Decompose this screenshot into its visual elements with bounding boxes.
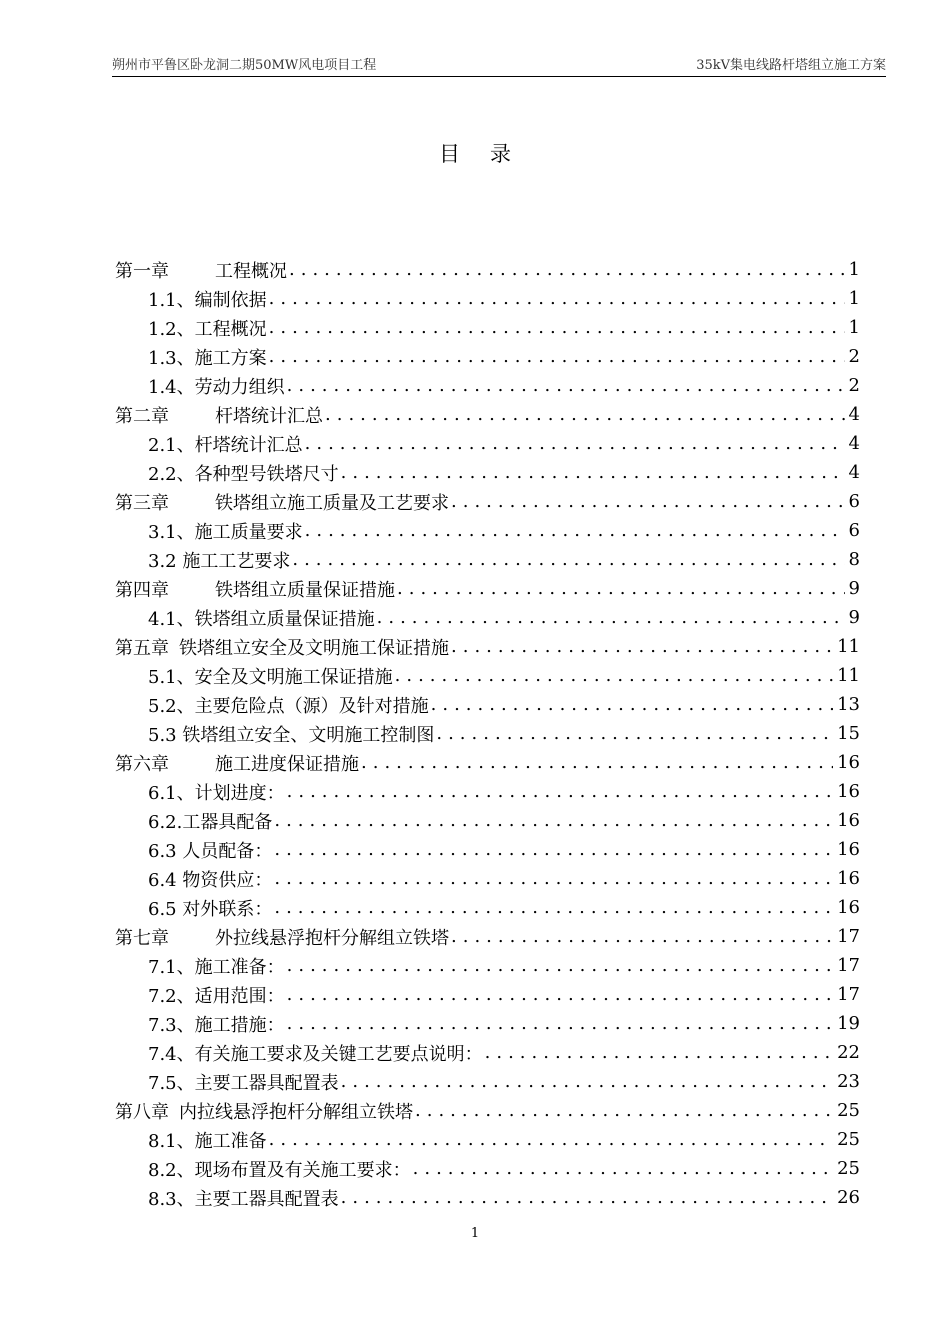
toc-page-number: 15 xyxy=(837,723,860,744)
toc-entry-text: 外拉线悬浮抱杆分解组立铁塔 xyxy=(215,927,449,949)
toc-leader-dots xyxy=(485,1042,833,1063)
toc-section-entry[interactable] xyxy=(115,1067,860,1096)
toc-entry-label xyxy=(115,1098,413,1124)
toc-entry-text: 铁塔组立安全及文明施工保证措施 xyxy=(179,637,449,659)
toc-entry-text: 8.1、施工准备 xyxy=(148,1130,267,1152)
toc-leader-dots xyxy=(395,665,833,686)
toc-page-number: 17 xyxy=(837,926,860,947)
toc-entry-label xyxy=(148,837,272,863)
toc-page-number: 25 xyxy=(837,1129,860,1150)
toc-leader-dots xyxy=(287,375,845,396)
page-title: 目录 xyxy=(439,142,541,166)
page-number: 1 xyxy=(470,1226,480,1241)
toc-leader-dots xyxy=(287,781,833,802)
toc-entry-text: 杆塔统计汇总 xyxy=(215,405,323,427)
toc-page-number: 17 xyxy=(837,984,860,1005)
toc-leader-dots xyxy=(305,433,845,454)
toc-page-number: 19 xyxy=(837,1013,860,1034)
toc-entry-text: 4.1、铁塔组立质量保证措施 xyxy=(148,608,375,630)
toc-page-number: 16 xyxy=(837,868,860,889)
toc-leader-dots xyxy=(289,259,845,280)
toc-page-number: 25 xyxy=(837,1100,860,1121)
toc-entry-text: 内拉线悬浮抱杆分解组立铁塔 xyxy=(179,1101,413,1123)
toc-entry-text: 铁塔组立质量保证措施 xyxy=(215,579,395,601)
toc-section-entry[interactable] xyxy=(115,893,860,922)
toc-section-entry[interactable] xyxy=(115,371,860,400)
toc-entry-label xyxy=(148,286,267,312)
toc-page-number: 16 xyxy=(837,839,860,860)
toc-entry-label xyxy=(148,518,303,544)
toc-leader-dots xyxy=(325,404,845,425)
toc-chapter-number: 第三章 xyxy=(115,492,169,514)
toc-chapter-number: 第七章 xyxy=(115,927,169,949)
toc-leader-dots xyxy=(287,1013,833,1034)
toc-section-entry[interactable] xyxy=(115,719,860,748)
toc-entry-label xyxy=(115,576,395,602)
toc-entry-text: 6.3 人员配备： xyxy=(148,840,273,862)
toc-page-number: 9 xyxy=(848,578,860,599)
toc-page-number: 9 xyxy=(848,607,860,628)
toc-chapter-entry[interactable] xyxy=(115,748,860,777)
toc-page-number: 11 xyxy=(837,636,860,657)
toc-entry-label xyxy=(148,315,267,341)
toc-chapter-entry[interactable] xyxy=(115,400,860,429)
toc-section-entry[interactable] xyxy=(115,458,860,487)
toc-leader-dots xyxy=(305,520,845,541)
toc-section-entry[interactable] xyxy=(115,516,860,545)
toc-entry-text: 1.2、工程概况 xyxy=(148,318,267,340)
toc-entry-text: 工程概况 xyxy=(215,260,287,282)
toc-entry-text: 施工进度保证措施 xyxy=(215,753,359,775)
toc-entry-text: 7.5、主要工器具配置表 xyxy=(148,1072,339,1094)
toc-chapter-number: 第四章 xyxy=(115,579,169,601)
toc-section-entry[interactable] xyxy=(115,1038,860,1067)
toc-page-number: 2 xyxy=(848,346,860,367)
toc-chapter-number: 第五章 xyxy=(115,637,169,659)
toc-entry-label xyxy=(148,808,272,834)
toc-leader-dots xyxy=(269,346,845,367)
toc-page-number: 1 xyxy=(848,259,860,280)
toc-entry-label xyxy=(148,982,285,1008)
toc-entry-text: 1.1、编制依据 xyxy=(148,289,267,311)
toc-entry-text: 7.1、施工准备： xyxy=(148,956,285,978)
toc-entry-text: 6.2.工器具配备 xyxy=(148,811,273,833)
toc-entry-text: 7.3、施工措施： xyxy=(148,1014,285,1036)
toc-section-entry[interactable] xyxy=(115,545,860,574)
toc-entry-label xyxy=(115,750,359,776)
toc-leader-dots xyxy=(269,317,845,338)
toc-section-entry[interactable] xyxy=(115,342,860,371)
page-header xyxy=(112,54,886,77)
toc-page-number: 4 xyxy=(848,462,860,483)
toc-leader-dots xyxy=(361,752,833,773)
toc-entry-label xyxy=(148,866,272,892)
toc-entry-label xyxy=(148,344,267,370)
toc-entry-label xyxy=(115,257,287,283)
toc-section-entry[interactable] xyxy=(115,1009,860,1038)
toc-chapter-number: 第一章 xyxy=(115,260,169,282)
toc-page-number: 1 xyxy=(848,288,860,309)
toc-entry-text: 7.4、有关施工要求及关键工艺要点说明： xyxy=(148,1043,483,1065)
toc-leader-dots xyxy=(287,984,833,1005)
toc-entry-text: 2.1、杆塔统计汇总 xyxy=(148,434,303,456)
toc-entry-label xyxy=(148,663,393,689)
toc-entry-label xyxy=(148,1156,411,1182)
toc-leader-dots xyxy=(436,723,833,744)
toc-section-entry[interactable] xyxy=(115,1154,860,1183)
toc-entry-label xyxy=(148,460,339,486)
toc-chapter-entry[interactable] xyxy=(115,574,860,603)
toc-entry-text: 7.2、适用范围： xyxy=(148,985,285,1007)
header-document-title: 35kV集电线路杆塔组立施工方案 xyxy=(696,58,886,73)
toc-page-number: 11 xyxy=(837,665,860,686)
toc-entry-label xyxy=(115,489,449,515)
toc-section-entry[interactable] xyxy=(115,1183,860,1212)
toc-leader-dots xyxy=(269,1129,833,1150)
toc-leader-dots xyxy=(451,636,833,657)
toc-leader-dots xyxy=(377,607,845,628)
toc-leader-dots xyxy=(451,491,845,512)
toc-entry-label xyxy=(115,634,449,660)
toc-entry-text: 铁塔组立施工质量及工艺要求 xyxy=(215,492,449,514)
toc-page-number: 26 xyxy=(837,1187,860,1208)
toc-leader-dots xyxy=(431,694,833,715)
toc-leader-dots xyxy=(341,1187,833,1208)
toc-leader-dots xyxy=(274,839,833,860)
toc-section-entry[interactable] xyxy=(115,864,860,893)
toc-entry-text: 5.1、安全及文明施工保证措施 xyxy=(148,666,393,688)
toc-leader-dots xyxy=(274,897,833,918)
toc-entry-label xyxy=(148,721,434,747)
toc-chapter-entry[interactable] xyxy=(115,632,860,661)
toc-entry-text: 6.5 对外联系： xyxy=(148,898,273,920)
toc-section-entry[interactable] xyxy=(115,835,860,864)
toc-entry-text: 8.2、现场布置及有关施工要求： xyxy=(148,1159,411,1181)
toc-leader-dots xyxy=(341,462,845,483)
toc-section-entry[interactable] xyxy=(115,806,860,835)
toc-entry-text: 3.2 施工工艺要求 xyxy=(148,550,291,572)
toc-page-number: 25 xyxy=(837,1158,860,1179)
toc-page-number: 6 xyxy=(848,520,860,541)
toc-entry-label xyxy=(148,1040,483,1066)
toc-section-entry[interactable] xyxy=(115,661,860,690)
toc-section-entry[interactable] xyxy=(115,980,860,1009)
toc-entry-text: 5.3 铁塔组立安全、文明施工控制图 xyxy=(148,724,435,746)
toc-chapter-entry[interactable] xyxy=(115,922,860,951)
toc-leader-dots xyxy=(415,1100,833,1121)
toc-page-number: 2 xyxy=(848,375,860,396)
toc-entry-label xyxy=(148,1011,285,1037)
toc-page-number: 6 xyxy=(848,491,860,512)
toc-entry-text: 3.1、施工质量要求 xyxy=(148,521,303,543)
toc-entry-label xyxy=(148,1069,339,1095)
toc-entry-label xyxy=(148,1185,339,1211)
toc-page-number: 13 xyxy=(837,694,860,715)
toc-entry-label xyxy=(115,402,323,428)
toc-chapter-entry[interactable] xyxy=(115,255,860,284)
toc-leader-dots xyxy=(341,1071,833,1092)
toc-entry-label xyxy=(148,373,285,399)
toc-section-entry[interactable] xyxy=(115,1125,860,1154)
toc-entry-label xyxy=(148,692,429,718)
toc-entry-text: 8.3、主要工器具配置表 xyxy=(148,1188,339,1210)
toc-chapter-entry[interactable] xyxy=(115,487,860,516)
header-project-name: 朔州市平鲁区卧龙洞二期50MW风电项目工程 xyxy=(112,58,377,73)
toc-section-entry[interactable] xyxy=(115,313,860,342)
toc-chapter-number: 第六章 xyxy=(115,753,169,775)
toc-entry-label xyxy=(148,953,285,979)
toc-chapter-entry[interactable] xyxy=(115,1096,860,1125)
toc-entry-label xyxy=(148,547,290,573)
toc-section-entry[interactable] xyxy=(115,284,860,313)
toc-section-entry[interactable] xyxy=(115,951,860,980)
toc-entry-text: 6.4 物资供应： xyxy=(148,869,273,891)
toc-leader-dots xyxy=(397,578,845,599)
toc-page-number: 4 xyxy=(848,433,860,454)
toc-entry-label xyxy=(148,431,303,457)
toc-page-number: 16 xyxy=(837,810,860,831)
toc-page-number: 8 xyxy=(848,549,860,570)
toc-page-number: 16 xyxy=(837,781,860,802)
toc-entry-label xyxy=(148,895,272,921)
toc-leader-dots xyxy=(292,549,844,570)
toc-chapter-number: 第八章 xyxy=(115,1101,169,1123)
toc-leader-dots xyxy=(274,810,833,831)
toc-entry-label xyxy=(148,1127,267,1153)
toc-entry-text: 6.1、计划进度： xyxy=(148,782,285,804)
toc-section-entry[interactable] xyxy=(115,690,860,719)
toc-page-number: 4 xyxy=(848,404,860,425)
toc-leader-dots xyxy=(287,955,833,976)
toc-leader-dots xyxy=(269,288,845,309)
toc-entry-text: 2.2、各种型号铁塔尺寸 xyxy=(148,463,339,485)
toc-page-number: 17 xyxy=(837,955,860,976)
toc-leader-dots xyxy=(413,1158,833,1179)
toc-entry-label xyxy=(148,779,285,805)
toc-entry-text: 5.2、主要危险点（源）及针对措施 xyxy=(148,695,429,717)
toc-leader-dots xyxy=(274,868,833,889)
toc-page-number: 22 xyxy=(837,1042,860,1063)
toc-entry-label xyxy=(115,924,449,950)
toc-chapter-number: 第二章 xyxy=(115,405,169,427)
toc-section-entry[interactable] xyxy=(115,777,860,806)
toc-page-number: 23 xyxy=(837,1071,860,1092)
toc-entry-label xyxy=(148,605,375,631)
toc-page-number: 1 xyxy=(848,317,860,338)
toc-section-entry[interactable] xyxy=(115,429,860,458)
toc-entry-text: 1.4、劳动力组织 xyxy=(148,376,285,398)
toc-section-entry[interactable] xyxy=(115,603,860,632)
table-of-contents xyxy=(115,255,860,1212)
toc-leader-dots xyxy=(451,926,833,947)
toc-entry-text: 1.3、施工方案 xyxy=(148,347,267,369)
toc-page-number: 16 xyxy=(837,897,860,918)
toc-page-number: 16 xyxy=(837,752,860,773)
